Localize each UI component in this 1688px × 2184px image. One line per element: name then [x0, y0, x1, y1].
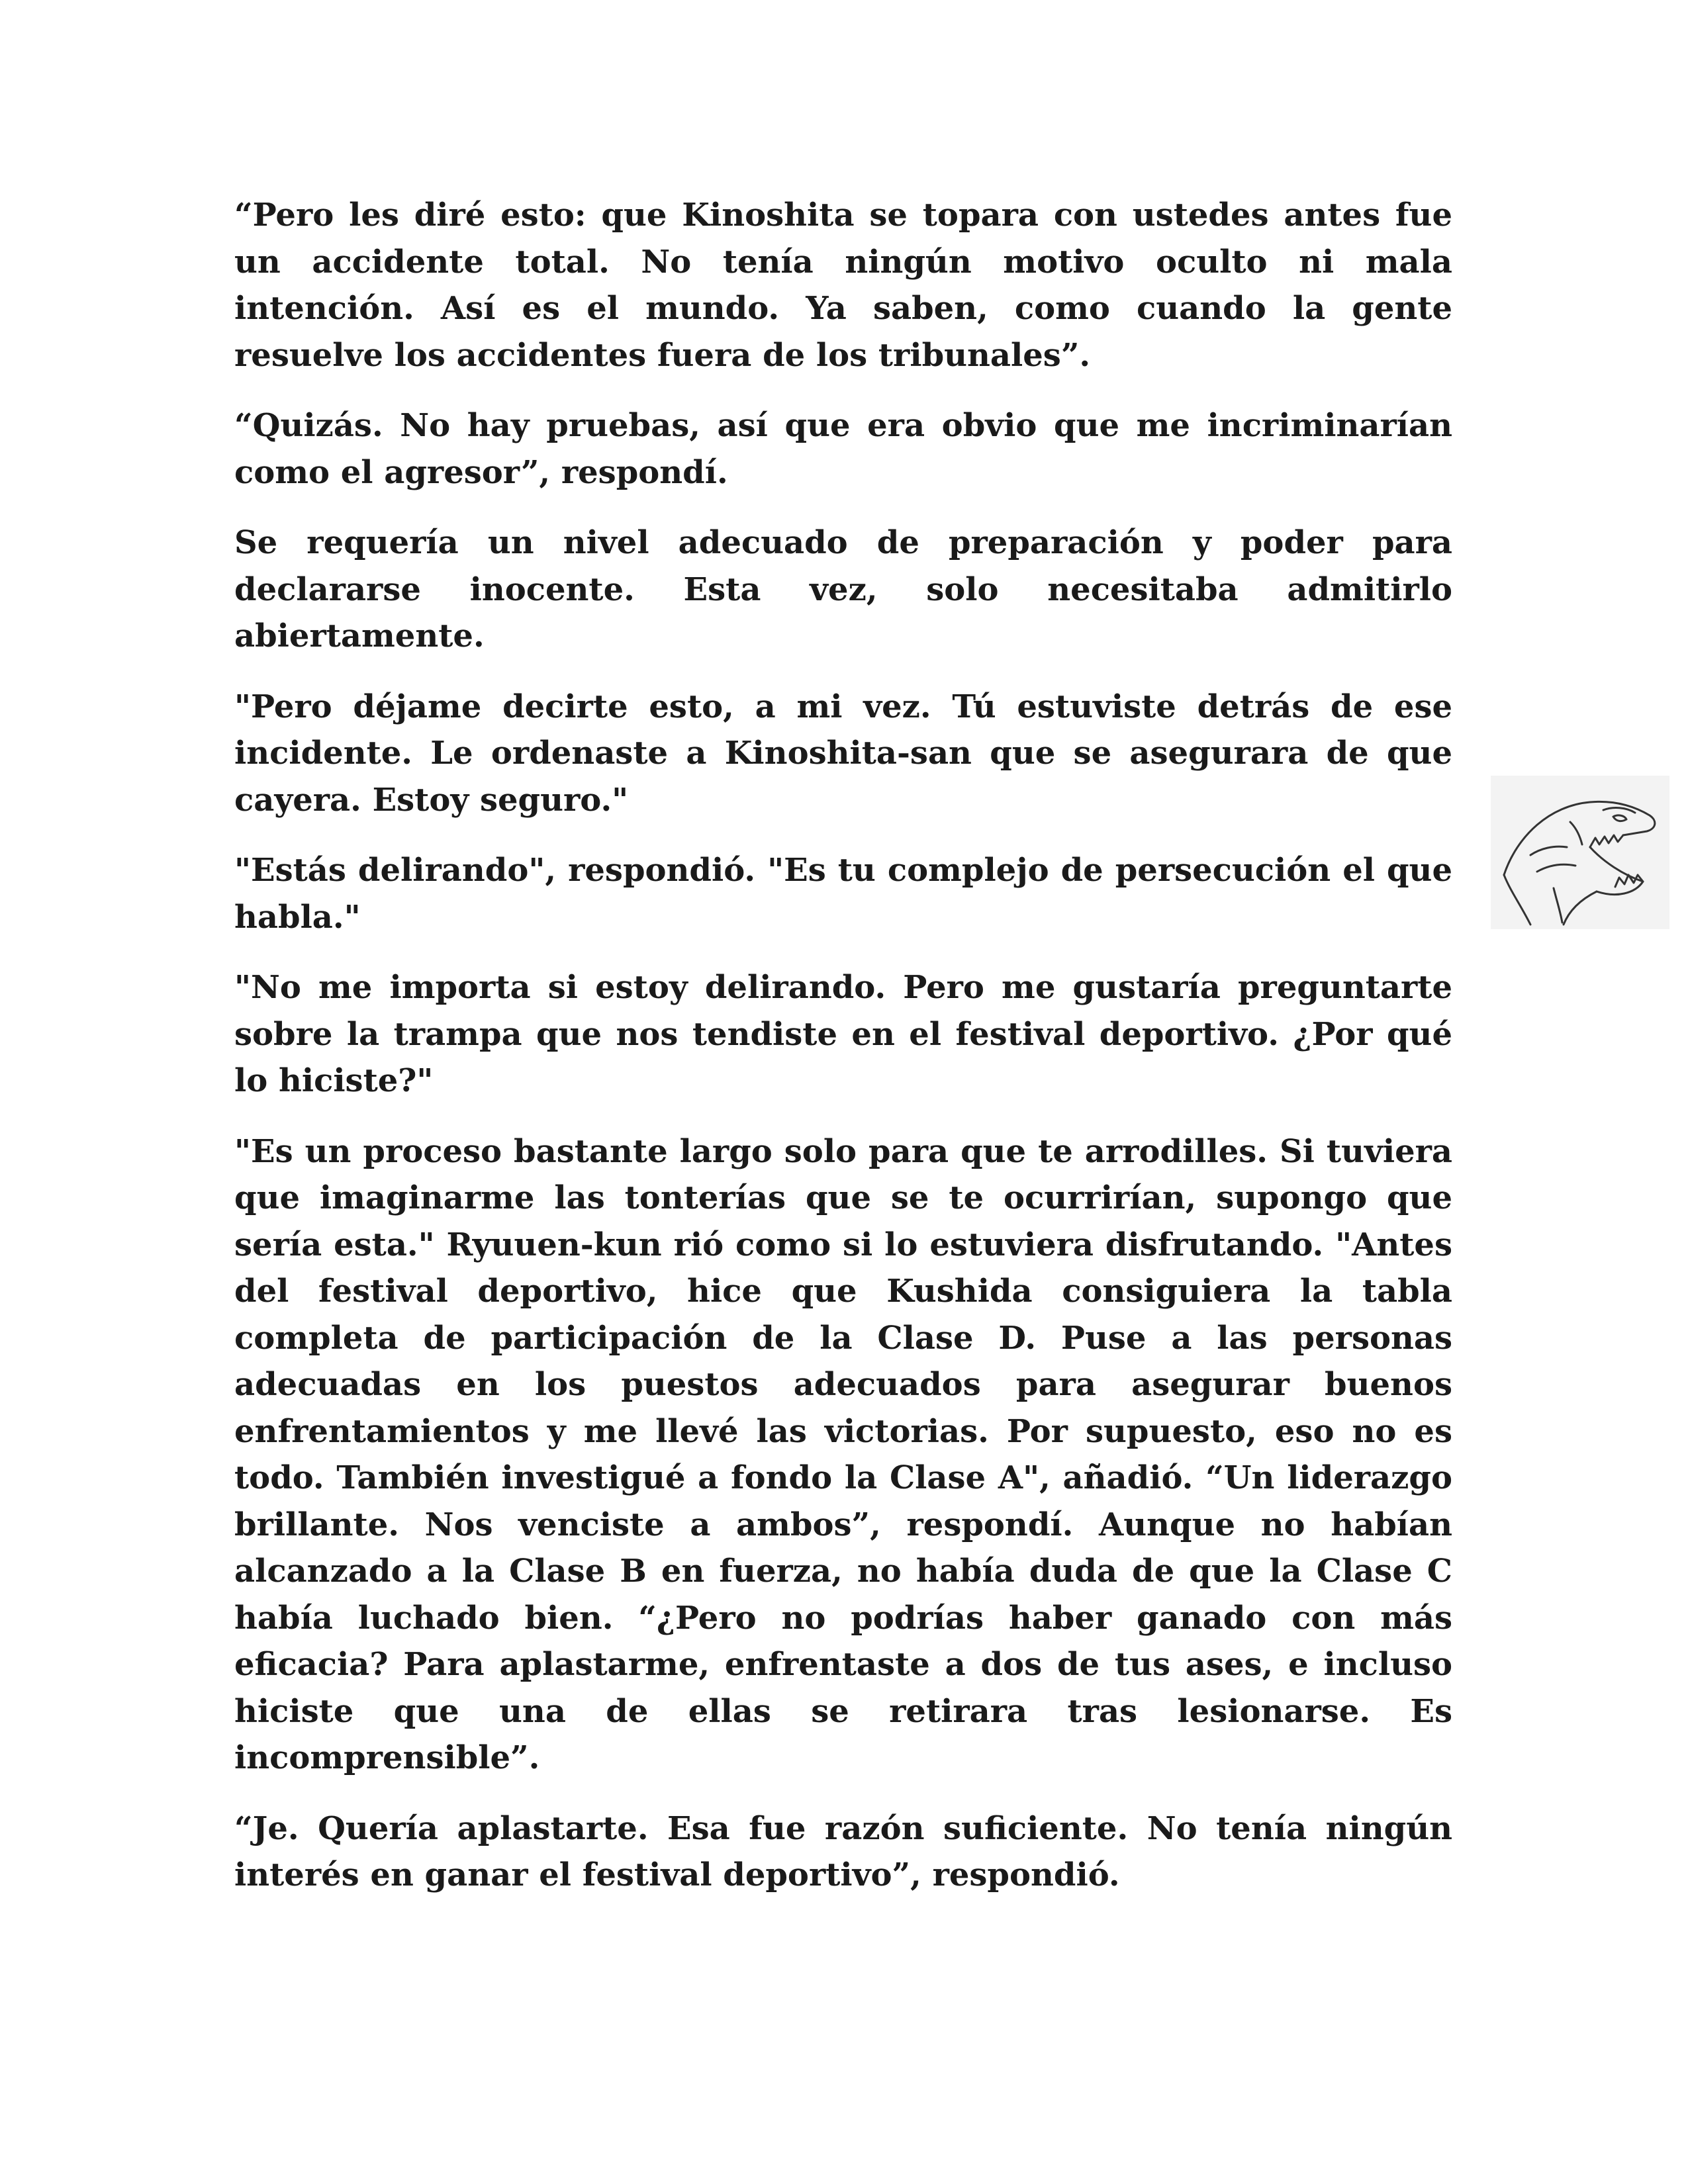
paragraph-8: “Je. Quería aplastarte. Esa fue razón suficiente. No tenía ningún interés en ganar el festival deportivo”, respondió.	[234, 1809, 1452, 1893]
paragraph-3: Se requería un nivel adecuado de preparación y poder para declararse inocente. Esta vez, solo necesitaba admitirlo abiertamente.	[234, 524, 1452, 655]
paragraph-5: "Estás delirando", respondió. "Es tu complejo de persecución el que habla."	[234, 852, 1452, 936]
body-text	[234, 192, 1452, 1923]
dinosaur-sketch-icon	[1491, 776, 1669, 929]
paragraph-2: “Quizás. No hay pruebas, así que era obvio que me incriminarían como el agresor”, respondí.	[234, 407, 1452, 491]
paragraph-1: “Pero les diré esto: que Kinoshita se topara con ustedes antes fue un accidente total. No tenía ningún motivo oculto ni mala intención. Así es el mundo. Ya saben, como cuando la gente resuelve los accidentes fuera de los tribunales”.	[234, 197, 1452, 374]
paragraph-6: "No me importa si estoy delirando. Pero me gustaría preguntarte sobre la trampa que nos tendiste en el festival deportivo. ¿Por qué lo hiciste?"	[234, 969, 1452, 1099]
paragraph-4: "Pero déjame decirte esto, a mi vez. Tú estuviste detrás de ese incidente. Le ordenaste a Kinoshita-san que se asegurara de que cayera. Estoy seguro."	[234, 688, 1452, 819]
paragraph-7: "Es un proceso bastante largo solo para que te arrodilles. Si tuviera que imaginarme las tonterías que se te ocurrirían, supongo que sería esta." Ryuuen-kun rió como si lo estuviera disfrutando. "Antes del festival deportivo, hice que Kushida consiguiera la tabla completa de participación de la Clase D. Puse a las personas adecuadas en los puestos adecuados para asegurar buenos enfrentamientos y me llevé las victorias. Por supuesto, eso no es todo. También investigué a fondo la Clase A", añadió. “Un liderazgo brillante. Nos venciste a ambos”, respondí. Aunque no habían alcanzado a la Clase B en fuerza, no había duda de que la Clase C había luchado bien. “¿Pero no podrías haber ganado con más eficacia? Para aplastarme, enfrentaste a dos de tus ases, e incluso hiciste que una de ellas se retirara tras lesionarse. Es incomprensible”.	[234, 1132, 1452, 1776]
